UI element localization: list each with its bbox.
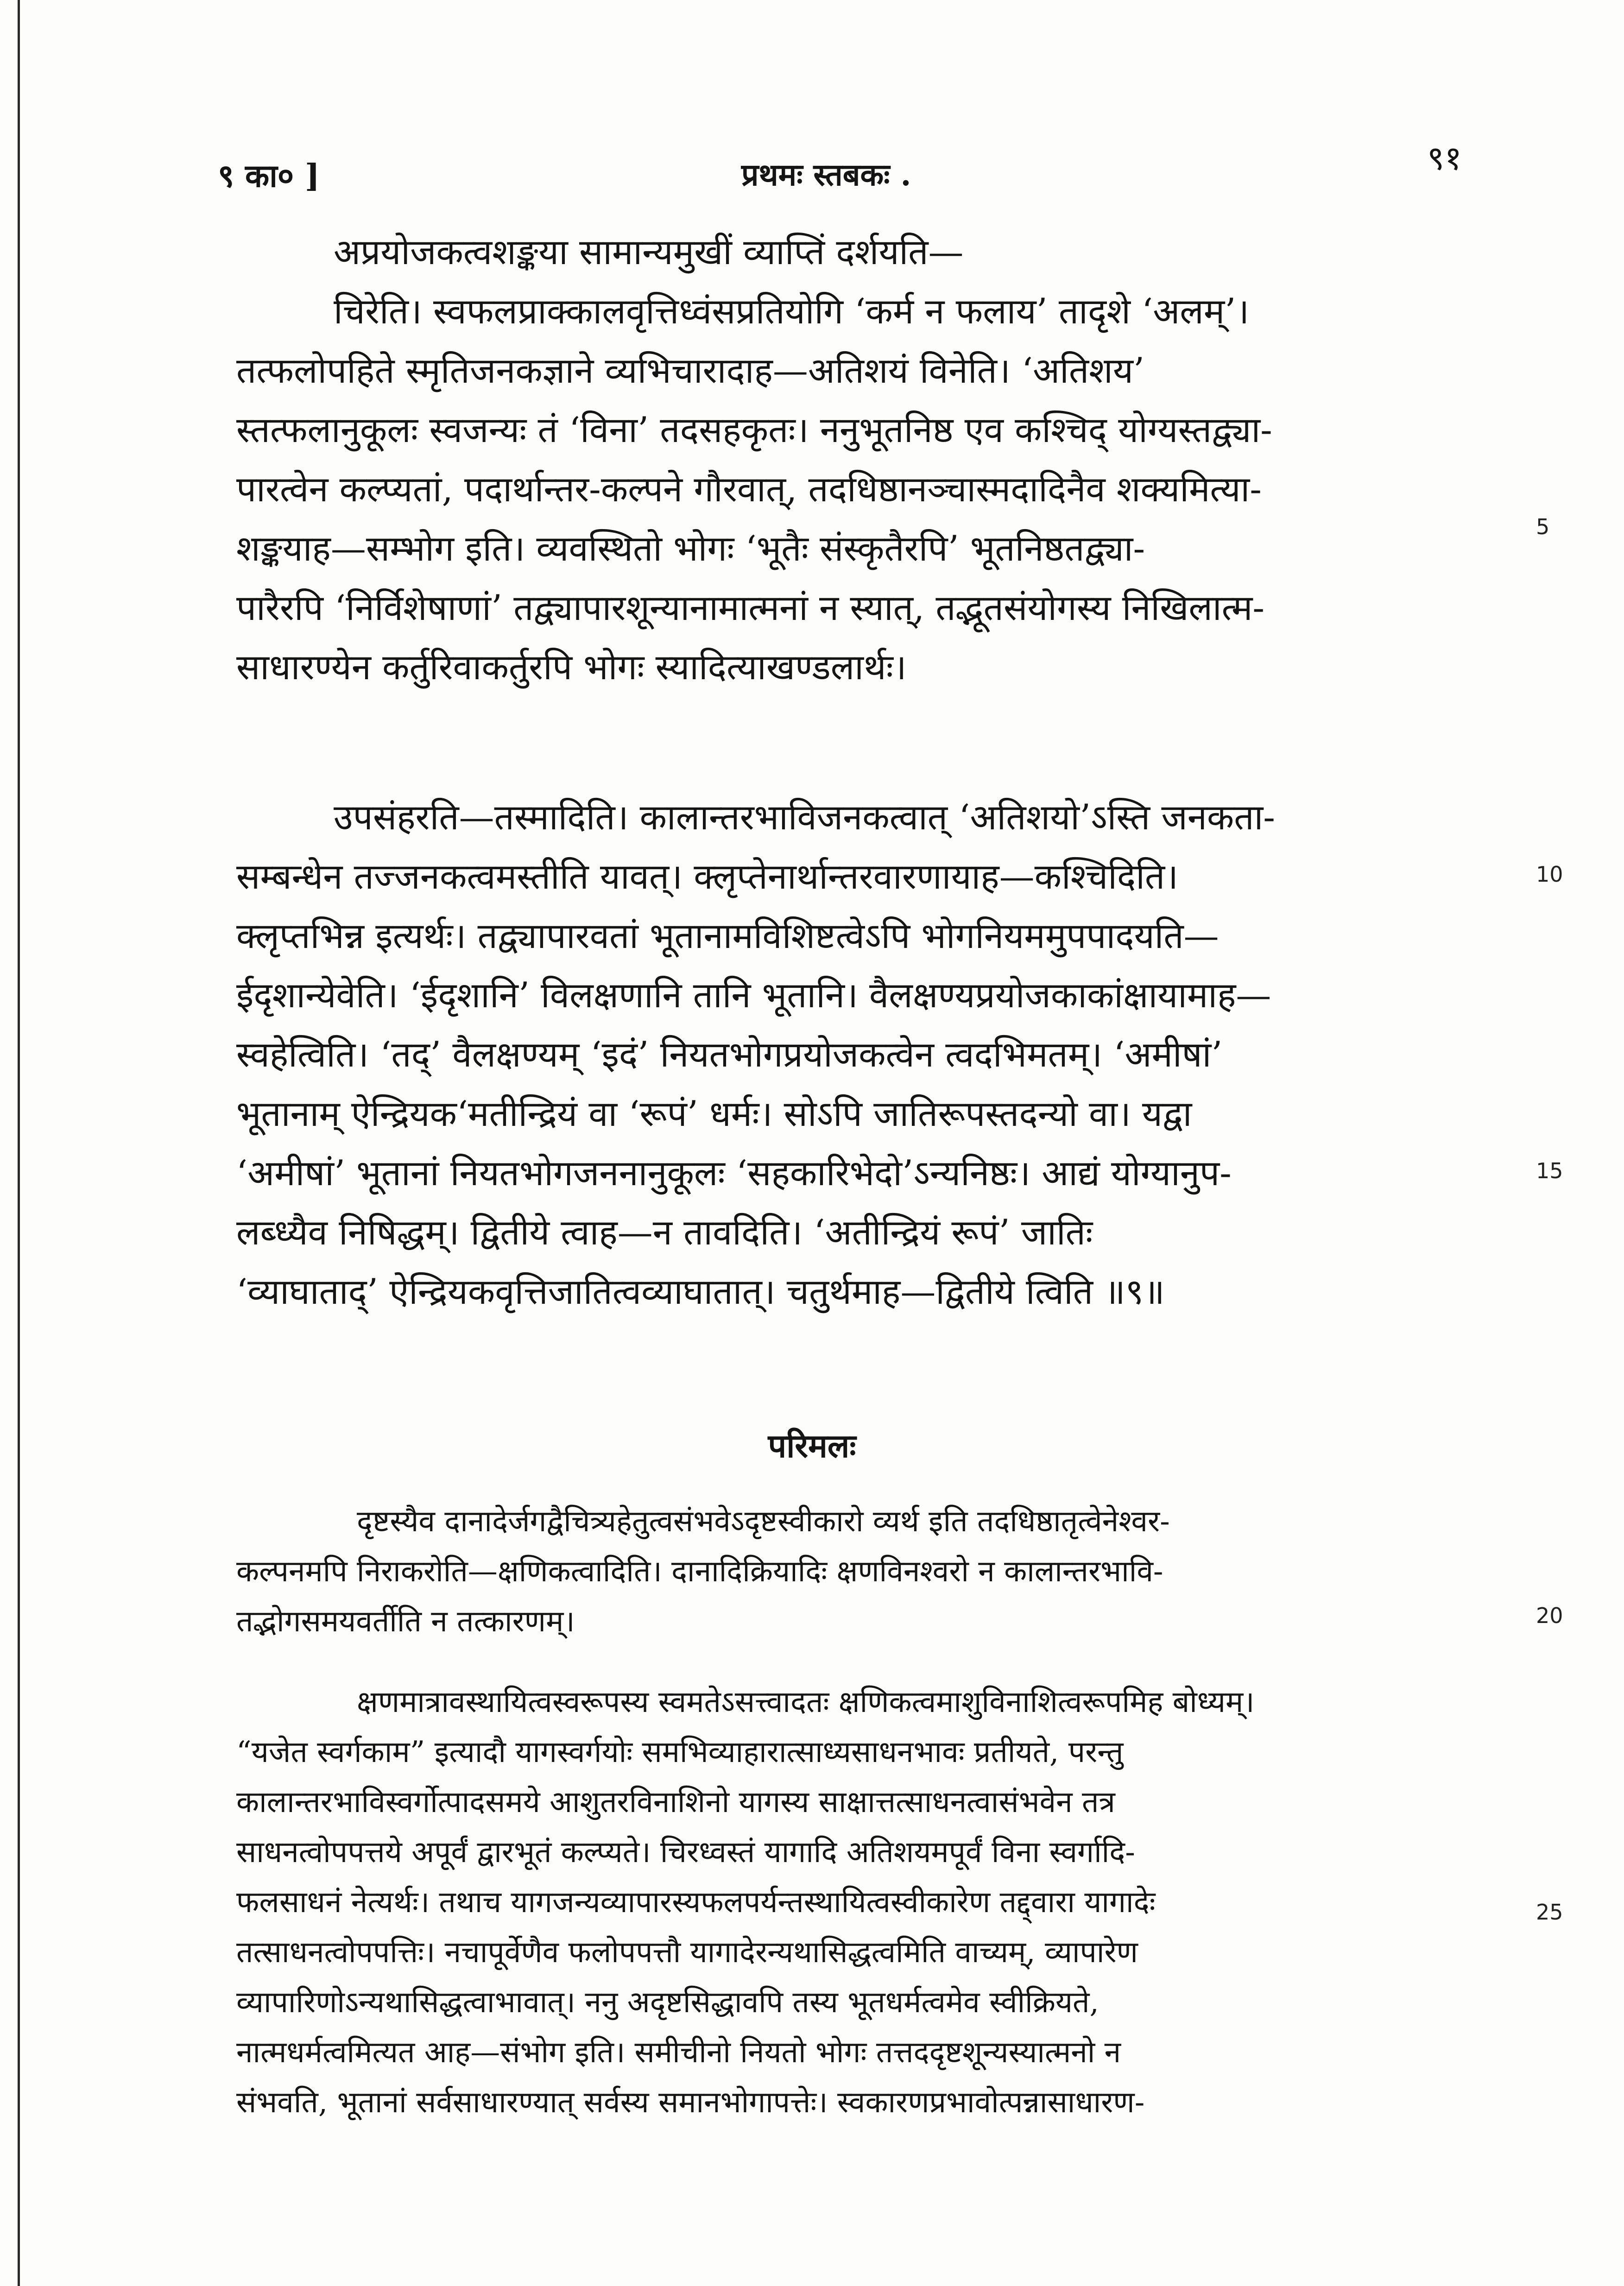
text-line: कालान्तरभाविस्वर्गोत्पादसमये आशुतरविनाशिनो यागस्य साक्षात्तत्साधनत्वासंभवेन तत्र [236,1785,1115,1819]
text-line: तत्फलोपहिते स्मृतिजनकज्ञाने व्यभिचारादाह—अतिशयं विनेति। ‘अतिशय’ [236,350,1145,391]
text-line: तद्भोगसमयवर्तीति न तत्कारणम्। [236,1604,575,1639]
text-line: तत्साधनत्वोपपत्तिः। नचापूर्वेणैव फलोपपत्तौ यागादेरन्यथासिद्धत्वमिति वाच्यम्, व्यापारेण [236,1935,1138,1970]
text-line: भूतानाम् ऐन्द्रियक‘मतीन्द्रियं वा ‘रूपं’ धर्मः। सोऽपि जातिरूपस्तदन्यो वा। यद्वा [236,1093,1192,1134]
page-header [0,139,1624,204]
text-line: पारैरपि ‘निर्विशेषाणां’ तद्व्यापारशून्यानामात्मनां न स्यात्, तद्भूतसंयोगस्य निखिलात्म- [236,587,1265,628]
text-line: व्यापारिणोऽन्यथासिद्धत्वाभावात्। ननु अदृष्टसिद्धावपि तस्य भूतधर्मत्वमेव स्वीक्रियते, [236,1985,1099,2020]
text-line: सम्बन्धेन तज्जनकत्वमस्तीति यावत्। क्लृप्तेनार्थान्तरवारणायाह—कश्चिदिति। [236,856,1179,897]
text-line: दृष्टस्यैव दानादेर्जगद्वैचित्र्यहेतुत्वसंभवेऽदृष्टस्वीकारो व्यर्थ इति तदधिष्ठातृत्वेनेश्वर- [357,1504,1170,1539]
running-title: प्रथमः स्तबकः . [741,157,911,193]
text-line: साधारण्येन कर्तुरिवाकर्तुरपि भोगः स्यादित्याखण्डलार्थः। [236,646,907,688]
text-line: अप्रयोजकत्वशङ्कया सामान्यमुखीं व्याप्तिं दर्शयति— [334,231,964,272]
text-line: ‘व्याघाताद्’ ऐन्द्रियकवृत्तिजातित्वव्याघातात्। चतुर्थमाह—द्वितीये त्विति ॥९॥ [236,1271,1165,1312]
line-number: 5 [1536,514,1550,539]
line-number: 25 [1536,1900,1563,1925]
section-marker: ९ का० ] [218,158,320,195]
page-number: ९१ [1427,139,1462,177]
commentary-paragraph-1 [236,222,1524,697]
text-line: “यजेत स्वर्गकाम” इत्यादौ यागस्वर्गयोः समभिव्याहारात्साध्यसाधनभावः प्रतीयते, परन्तु [236,1735,1124,1769]
text-line: क्लृप्तभिन्न इत्यर्थः। तद्व्यापारवतां भूतानामविशिष्टत्वेऽपि भोगनियममुपपादयति— [236,915,1219,956]
parimala-paragraph-2 [236,1677,1524,2128]
text-line: लब्ध्यैव निषिद्धम्। द्वितीये त्वाह—न तावदिति। ‘अतीन्द्रियं रूपं’ जातिः [236,1212,1093,1253]
commentary-paragraph-2 [236,788,1524,1321]
text-line: स्तत्फलानुकूलः स्वजन्यः तं ‘विना’ तदसहकृतः। ननुभूतनिष्ठ एव कश्चिद् योग्यस्तद्व्या- [236,409,1272,450]
line-number: 20 [1536,1603,1563,1628]
text-line: कल्पनमपि निराकरोति—क्षणिकत्वादिति। दानादिक्रियादिः क्षणविनश्वरो न कालान्तरभावि- [236,1554,1163,1589]
page-binding-edge [18,0,20,2286]
text-line: पारत्वेन कल्प्यतां, पदार्थान्तर-कल्पने गौरवात्, तदधिष्ठानञ्चास्मदादिनैव शक्यमित्या- [236,468,1262,510]
text-line: स्वहेत्विति। ‘तद्’ वैलक्षण्यम् ‘इदं’ नियतभोगप्रयोजकत्वेन त्वदभिमतम्। ‘अमीषां’ [236,1034,1223,1075]
parimala-heading: परिमलः [768,1427,856,1465]
text-line: शङ्कयाह—सम्भोग इति। व्यवस्थितो भोगः ‘भूतैः संस्कृतैरपि’ भूतनिष्ठतद्व्या- [236,528,1145,569]
text-line: ‘अमीषां’ भूतानां नियतभोगजननानुकूलः ‘सहकारिभेदो’ऽन्यनिष्ठः। आद्यं योग्यानुप- [236,1152,1232,1194]
text-line: नात्मधर्मत्वमित्यत आह—संभोग इति। समीचीनो नियतो भोगः तत्तददृष्टशून्यस्यात्मनो न [236,2035,1121,2070]
parimala-paragraph-1 [236,1497,1524,1647]
text-line: उपसंहरति—तस्मादिति। कालान्तरभाविजनकत्वात् ‘अतिशयो’ऽस्ति जनकता- [334,796,1275,838]
text-line: संभवति, भूतानां सर्वसाधारण्यात् सर्वस्य समानभोगापत्तेः। स्वकारणप्रभावोत्पन्नासाधारण- [236,2085,1145,2120]
line-number: 10 [1536,862,1563,887]
text-line: ईदृशान्येवेति। ‘ईदृशानि’ विलक्षणानि तानि भूतानि। वैलक्षण्यप्रयोजकाकांक्षायामाह— [236,974,1271,1016]
text-line: फलसाधनं नेत्यर्थः। तथाच यागजन्यव्यापारस्यफलपर्यन्तस्थायित्वस्वीकारेण तद्द्वारा यागादेः [236,1885,1156,1920]
text-line: साधनत्वोपपत्तये अपूर्वं द्वारभूतं कल्प्यते। चिरध्वस्तं यागादि अतिशयमपूर्वं विना स्वर्गादि- [236,1835,1135,1869]
text-line: क्षणमात्रावस्थायित्वस्वरूपस्य स्वमतेऽसत्त्वादतः क्षणिकत्वमाशुविनाशित्वरूपमिह बोध्यम्। [357,1685,1255,1719]
line-number: 15 [1536,1158,1563,1183]
text-line: चिरेति। स्वफलप्राक्कालवृत्तिध्वंसप्रतियोगि ‘कर्म न फलाय’ तादृशे ‘अलम्’। [334,290,1250,332]
